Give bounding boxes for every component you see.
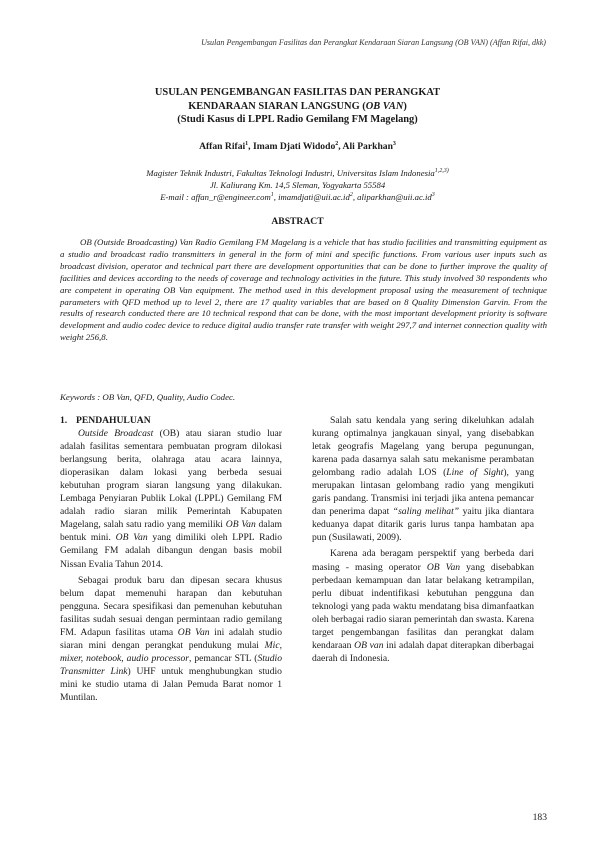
page-number: 183	[532, 812, 547, 823]
title-line-1: USULAN PENGEMBANGAN FASILITAS DAN PERANGKAT	[154, 87, 441, 98]
affiliation-emails: E-mail : affan_r@engineer.com$^1$, $imamdjati@uii.ac.id^2$, $aliparkhan@uii.ac.id^3$	[160, 192, 435, 203]
title-line-2: KENDARAAN SIARAN LANGSUNG (OB VAN)	[188, 100, 407, 112]
keywords: Keywords : OB Van, QFD, Quality, Audio Codec.	[60, 392, 236, 402]
running-head: Usulan Pengembangan Fasilitas dan Perangkat Kendaraan Siaran Langsung (OB VAN) (Affan Rifai, dkk)	[201, 38, 546, 47]
affiliation-address: Jl. Kaliurang Km. 14,5 Sleman, Yogyakarta 55584	[209, 180, 386, 191]
paragraph: Karena ada beragam perspektif yang berbeda dari masing - masing operator OB Van yang disebabkan perbedaan kemampuan dan latar belakang ketrampilan, perlu dibuat indentifikasi kebutuhan pengguna dan teknologi yang pada waktu mendatang bisa dimanfaatkan oleh berbagai radio siaran pemerintah dan swasta. Karena target pengembangan fasilitas dan perangkat dalam kendaraan OB van ini adalah dapat diterapkan diberbagai daerah di Indonesia.	[312, 548, 535, 664]
section-title: PENDAHULUAN	[76, 415, 151, 426]
author-list: Affan Rifai$^1$, Imam Djati Widodo$^2$, Ali Parkhan$^3$	[199, 140, 396, 152]
author-2: Imam Djati Widodo	[252, 141, 336, 152]
section-number: 1.	[60, 415, 68, 426]
paragraph: Sebagai produk baru dan dipesan secara khusus belum dapat memenuhi harapan dan kebutuhan pengguna. Secara spesifikasi dan pemenuhan kebutuhan fasilitas sudah sesuai dengan permintaan radio gemilang FM. Adapun fasilitas utama OB Van ini adalah studio siaran mini dengan perangkat pendukung mulai Mic, mixer, notebook, audio processor, pemancar STL (Studio Transmitter Link) UHF untuk menghubungkan studio mini ke studio utama di Jalan Pemuda Barat nomor 1 Muntilan.	[60, 574, 282, 703]
affiliation	[60, 167, 535, 204]
section-heading	[60, 414, 282, 427]
left-column	[60, 414, 282, 704]
author-1: Affan Rifai	[199, 141, 246, 152]
paragraph: Salah satu kendala yang sering dikeluhkan adalah kurang optimalnya jangkauan sinyal, yang disebabkan letak geografis Magelang yang berupa pegunungan, karena pada dasarnya salah satu mekanisme perambatan gelombang radio adalah LOS (Line of Sight), yang merupakan lintasan gelombang radio yang mengikuti garis pandang. Transmisi ini terjadi jika antena pemancar dan penerima dapat “saling melihat” yaitu jika diantara keduanya dapat ditarik garis lurus tanpa hambatan apa pun (Susilawati, 2009).	[312, 415, 534, 544]
paper-title	[60, 86, 535, 127]
author-3: Ali Parkhan	[342, 141, 393, 152]
abstract-text: OB (Outside Broadcasting) Van Radio Gemilang FM Magelang is a vehicle that has studio facilities and transmitting equipment as a studio and broadcast radio transmitters in general in the form of mini and specific functions. From various user inputs such as broadcast division, operator and technical part there are development opportunities that can be done to further improve the quality of facilities and devices according to the needs of coverage and technology activities in the future. This study involved 30 respondents who are competent in operating OB Van equipment. The method used in this development proposal using the measurement of technique parameters with QFD method up to level 2, there are 17 quality variables that are based on 8 Quality Dimension Garvin. From the results of research conducted there are 10 technical respond that can be done, with the most important development priority is software development and audio codec device to reduce digital audio transfer rate transfer with weight 297,7 and internet connection quality with weight 256,8.	[60, 237, 547, 343]
title-line-3: (Studi Kasus di LPPL Radio Gemilang FM Magelang)	[177, 114, 418, 126]
affiliation-line-1: Magister Teknik Industri, Fakultas Teknologi Industri, Universitas Islam Indonesia$^{1,2,3)}$	[146, 168, 449, 178]
abstract-heading: ABSTRACT	[271, 216, 324, 227]
paragraph: Outside Broadcast (OB) atau siaran studio luar adalah fasilitas sementara pembuatan program dilokasi berlangsung berita, olahraga atau acara lainnya, dioperasikan dalam lokasi yang berbeda sesuai kebutuhan program siaran langsung yang dilakukan. Lembaga Penyiaran Publik Lokal (LPPL) Gemilang FM adalah radio siaran milik Pemerintah Kabupaten Magelang, salah satu radio yang memiliki OB Van dalam bentuk mini. OB Van yang dimiliki oleh LPPL Radio Gemilang FM adalah dibangun dengan basis mobil Nissan Evalia Tahun 2014.	[60, 428, 283, 570]
right-column	[312, 414, 534, 665]
